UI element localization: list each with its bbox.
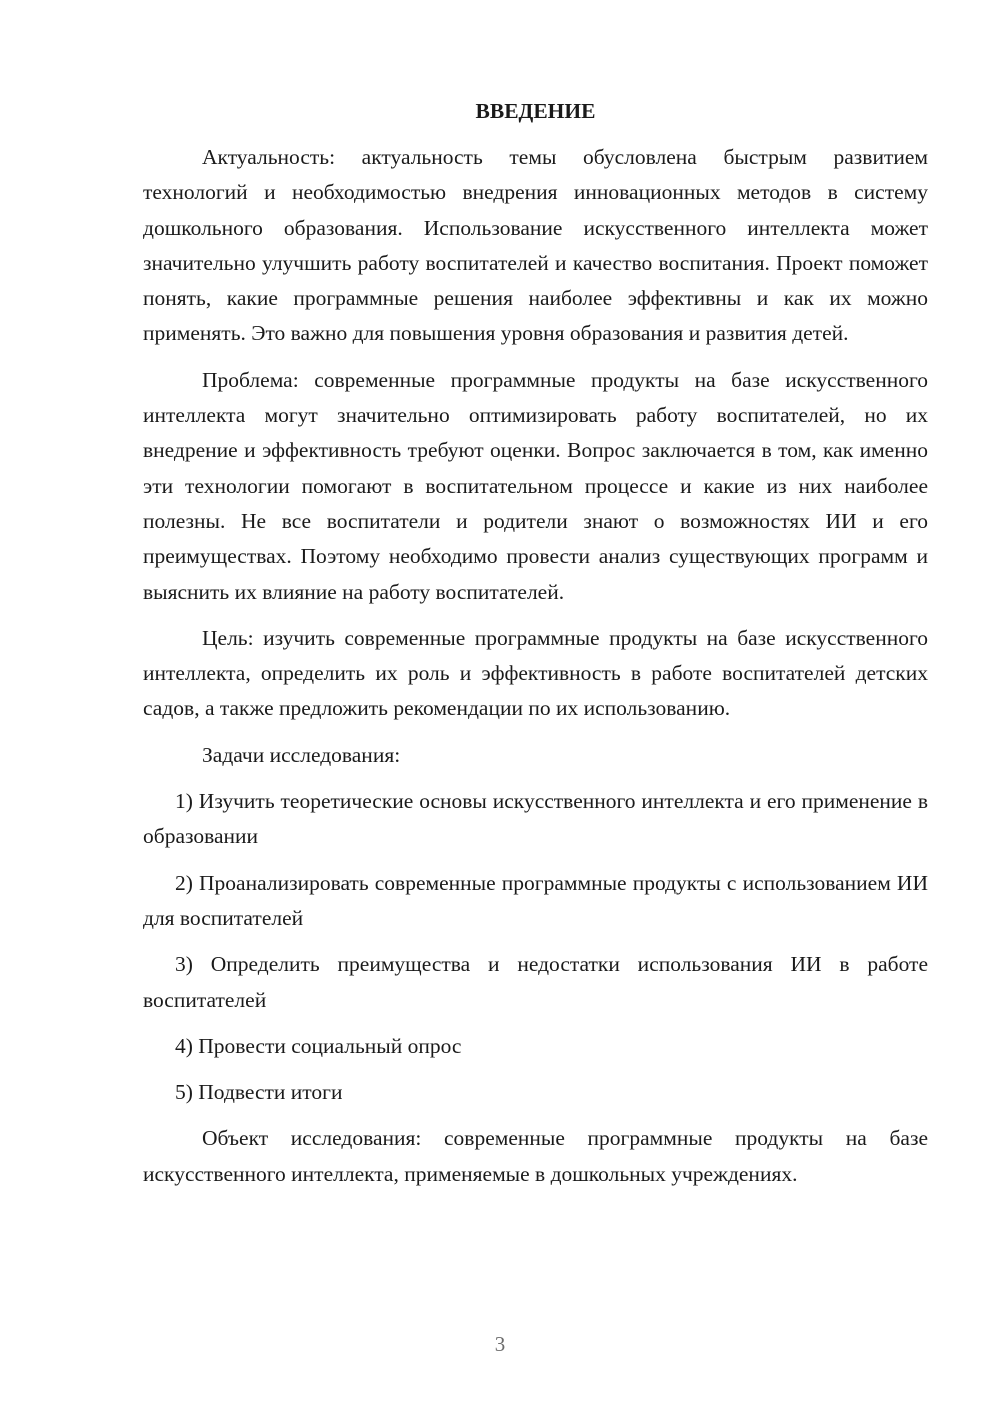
object-paragraph: Объект исследования: современные программные продукты на базе искусственного интеллекта, применяемые в дошкольных учреждениях.	[143, 1126, 928, 1186]
task-item-5: 5) Подвести итоги	[175, 1080, 343, 1105]
goal-paragraph: Цель: изучить современные программные продукты на базе искусственного интеллекта, определить их роль и эффективность в работе воспитателей детских садов, а также предложить рекомендации по их использованию.	[143, 625, 928, 721]
page-content	[143, 96, 928, 1203]
task-item-4: 4) Провести социальный опрос	[175, 1033, 462, 1058]
relevance-paragraph: Актуальность: актуальность темы обусловлена быстрым развитием технологий и необходимостью внедрения инновационных методов в систему дошкольного образования. Использование искусственного интеллекта может значительно улучшить работу воспитателей и качество воспитания. Проект поможет понять, какие программные решения наиболее эффективны и как их можно применять. Это важно для повышения уровня образования и развития детей.	[143, 145, 928, 346]
section-heading: ВВЕДЕНИЕ	[475, 99, 596, 123]
tasks-title: Задачи исследования:	[202, 742, 401, 767]
task-item-2: 2) Проанализировать современные программные продукты с использованием ИИ для воспитателей	[143, 870, 928, 930]
task-item-1: 1) Изучить теоретические основы искусственного интеллекта и его применение в образовании	[143, 789, 928, 849]
page-number: 3	[494, 1332, 506, 1356]
task-item-3: 3) Определить преимущества и недостатки использования ИИ в работе воспитателей	[143, 952, 928, 1012]
problem-paragraph: Проблема: современные программные продукты на базе искусственного интеллекта могут значительно оптимизировать работу воспитателей, но их внедрение и эффективность требуют оценки. Вопрос заключается в том, как именно эти технологии помогают в воспитательном процессе и какие из них наиболее полезны. Не все воспитатели и родители знают о возможностях ИИ и его преимуществах. Поэтому необходимо провести анализ существующих программ и выяснить их влияние на работу воспитателей.	[143, 367, 928, 604]
